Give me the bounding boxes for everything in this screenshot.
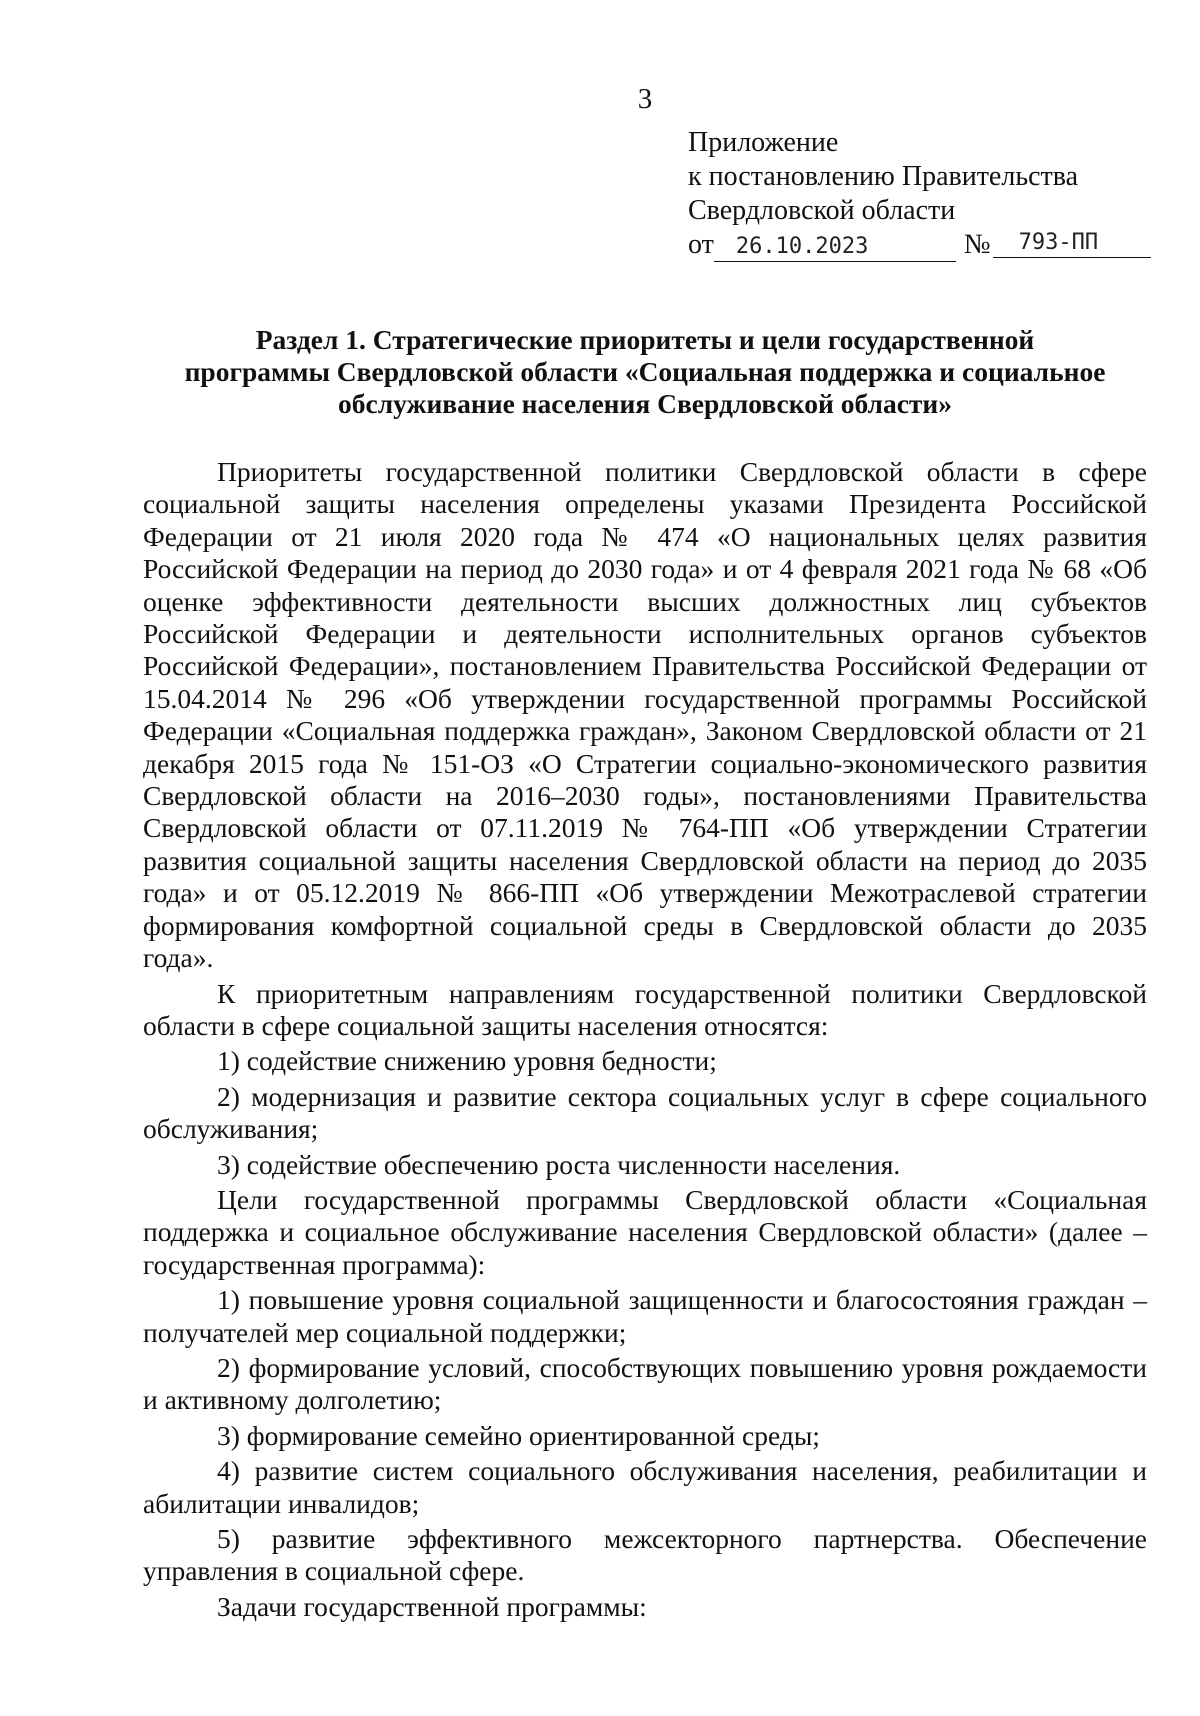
- approval-resolution-line: к постановлению Правительства: [688, 161, 1079, 192]
- paragraph-goals-intro: Цели государственной программы Свердловской области «Социальная поддержка и социальное обслуживание населения Свердловской области» (далее – государственная программа):: [143, 1183, 1147, 1280]
- paragraph-tasks-intro: Задачи государственной программы:: [217, 1590, 647, 1622]
- paragraph-direction-1: 1) содействие снижению уровня бедности;: [217, 1045, 717, 1077]
- approval-title: Приложение: [688, 127, 839, 158]
- paragraph-direction-3: 3) содействие обеспечению роста численности населения.: [217, 1148, 901, 1180]
- page-number: 3: [637, 83, 653, 115]
- heading-line-1: Раздел 1. Стратегические приоритеты и цели государственной: [255, 324, 1035, 355]
- approval-number: 793-ПП: [993, 229, 1151, 258]
- approval-block: [688, 126, 1158, 262]
- paragraph-goal-3: 3) формирование семейно ориентированной среды;: [217, 1419, 820, 1451]
- paragraph-goal-4: 4) развитие систем социального обслуживания населения, реабилитации и абилитации инвалидов;: [143, 1455, 1147, 1519]
- approval-date-number-row: [688, 228, 1158, 262]
- number-label: №: [963, 229, 991, 260]
- paragraph-goal-1: 1) повышение уровня социальной защищенности и благосостояния граждан – получателей мер социальной поддержки;: [143, 1284, 1147, 1348]
- heading-line-2: программы Свердловской области «Социальная поддержка и социальное: [184, 356, 1106, 387]
- paragraph-directions-intro: К приоритетным направлениям государственной политики Свердловской области в сфере социальной защиты населения относятся:: [143, 977, 1147, 1041]
- paragraph-goal-5: 5) развитие эффективного межсекторного партнерства. Обеспечение управления в социальной сфере.: [143, 1523, 1147, 1587]
- paragraph-priorities: Приоритеты государственной политики Свердловской области в сфере социальной защиты населения определены указами Президента Российской Федерации от 21 июля 2020 года № 474 «О национальных целях развития Российской Федерации на период до 2030 года» и от 4 февраля 2021 года № 68 «Об оценке эффективности деятельности высших должностных лиц субъектов Российской Федерации и деятельности исполнительных органов субъектов Российской Федерации», постановлением Правительства Российской Федерации от 15.04.2014 № 296 «Об утверждении государственной программы Российской Федерации «Социальная поддержка граждан», Законом Свердловской области от 21 декабря 2015 года № 151-ОЗ «О Стратегии социально-экономического развития Свердловской области на 2016–2030 годы», постановлениями Правительства Свердловской области от 07.11.2019 № 764-ПП «Об утверждении Стратегии развития социальной защиты населения Свердловской области на период до 2035 года» и от 05.12.2019 № 866-ПП «Об утверждении Межотраслевой стратегии формирования комфортной социальной среды в Свердловской области до 2035 года».: [143, 456, 1147, 974]
- heading-line-3: обслуживание населения Свердловской области»: [338, 388, 952, 419]
- paragraph-goal-2: 2) формирование условий, способствующих повышению уровня рождаемости и активному долголетию;: [143, 1351, 1147, 1416]
- section-heading: [140, 324, 1150, 420]
- from-label: от: [688, 229, 714, 260]
- body-text: [143, 456, 1147, 1623]
- paragraph-direction-2: 2) модернизация и развитие сектора социальных услуг в сфере социального обслуживания;: [143, 1080, 1147, 1145]
- approval-date: 26.10.2023: [714, 233, 956, 262]
- approval-region-line: Свердловской области: [688, 195, 956, 226]
